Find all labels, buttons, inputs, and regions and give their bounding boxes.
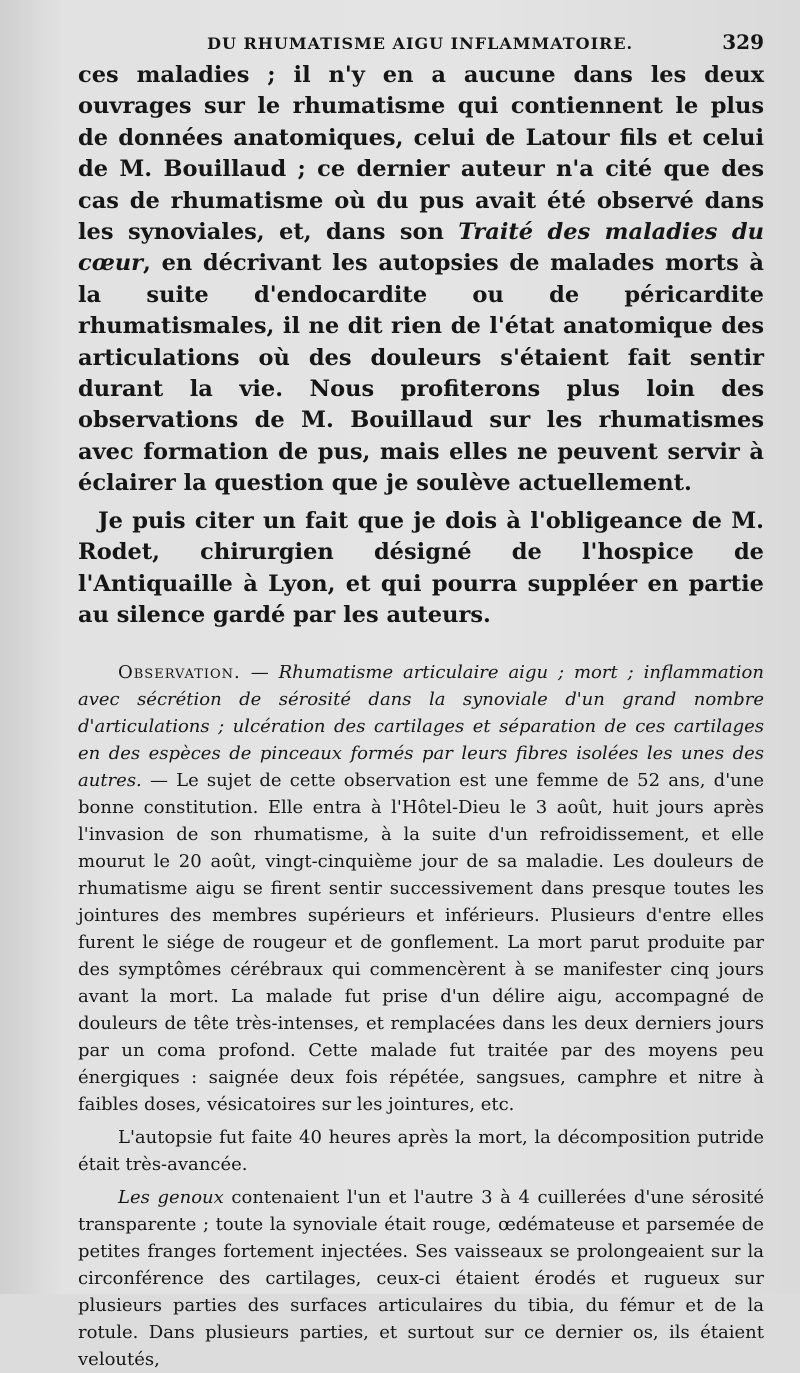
paragraph: Je puis citer un fait que je dois à l'obligeance de M. Rodet, chirurgien désigné de l'hospice de l'Antiquaille à Lyon, et qui pourra suppléer en partie au silence gardé par les auteurs. [78, 507, 764, 628]
running-header [78, 30, 764, 54]
paragraph [78, 1184, 764, 1373]
main-text [78, 60, 764, 631]
italic-lead: Les genoux [118, 1187, 224, 1209]
observation-paragraph [78, 659, 764, 1118]
observation-text: — Le sujet de cette observation est une femme de 52 ans, d'une bonne constitution. Elle entra à l'Hôtel-Dieu le 3 août, huit jours après l'invasion de son rhumatisme, à la suite d'un refroidissement, et elle mourut le 20 août, vingt-cinquième jour de sa maladie. Les douleurs de rhumatisme aigu se firent sentir successivement dans presque toutes les jointures des membres supérieurs et inférieurs. Plusieurs d'entre elles furent le siége de rougeur et de gonflement. La mort parut produite par des symptômes cérébraux qui commencèrent à se manifester cinq jours avant la mort. La malade fut prise d'un délire aigu, accompagné de douleurs de tête très-intenses, et remplacées dans les deux derniers jours par un coma profond. Cette malade fut traitée par des moyens peu énergiques : saignée deux fois répétée, sangsues, camphre et nitre à faibles doses, vésicatoires sur les jointures, etc. [78, 770, 764, 1116]
paragraph-text: , en décrivant les autopsies de malades morts à la suite d'endocardite ou de péricardite rhumatismales, il ne dit rien de l'état anatomique des articulations où des douleurs s'étaient fait sentir durant la vie. Nous profiterons plus loin des observations de M. Bouillaud sur les rhumatismes avec formation de pus, mais elles ne peuvent servir à éclairer la question que je soulève actuellement. [78, 250, 764, 497]
book-title: Traité des maladies du cœur [78, 219, 764, 277]
observation-block [78, 659, 764, 1373]
paragraph [78, 60, 764, 500]
paragraph: L'autopsie fut faite 40 heures après la mort, la décomposition putride était très-avancée. [78, 1127, 764, 1176]
running-title: DU RHUMATISME AIGU INFLAMMATOIRE. [207, 34, 634, 53]
page-number: 329 [722, 30, 764, 54]
observation-label: Observation. [118, 662, 241, 684]
paragraph-text: ces maladies ; il n'y en a aucune dans les deux ouvrages sur le rhumatisme qui contiennent le plus de données anatomiques, celui de Latour fils et celui de M. Bouillaud ; ce dernier auteur n'a cité que des cas de rhumatisme où du pus avait été observé dans les synoviales, et, dans son [78, 62, 764, 246]
observation-title: Rhumatisme articulaire aigu ; mort ; inflammation avec sécrétion de sérosité dans la synoviale d'un grand nombre d'articulations ; ulcération des cartilages et séparation de ces cartilages en des espèces de pinceaux formés par leurs fibres isolées les unes des autres. [78, 662, 764, 792]
paragraph-text: contenaient l'un et l'autre 3 à 4 cuillerées d'une sérosité transparente ; toute la synoviale était rouge, œdémateuse et parsemée de petites franges fortement injectées. Ses vaisseaux se prolongeaient sur la circonférence des cartilages, ceux-ci étaient érodés et rugueux sur plusieurs parties des surfaces articulaires du tibia, du fémur et de la rotule. Dans plusieurs parties, et surtout sur ce dernier os, ils étaient veloutés, [78, 1187, 764, 1371]
dash: — [240, 662, 279, 684]
